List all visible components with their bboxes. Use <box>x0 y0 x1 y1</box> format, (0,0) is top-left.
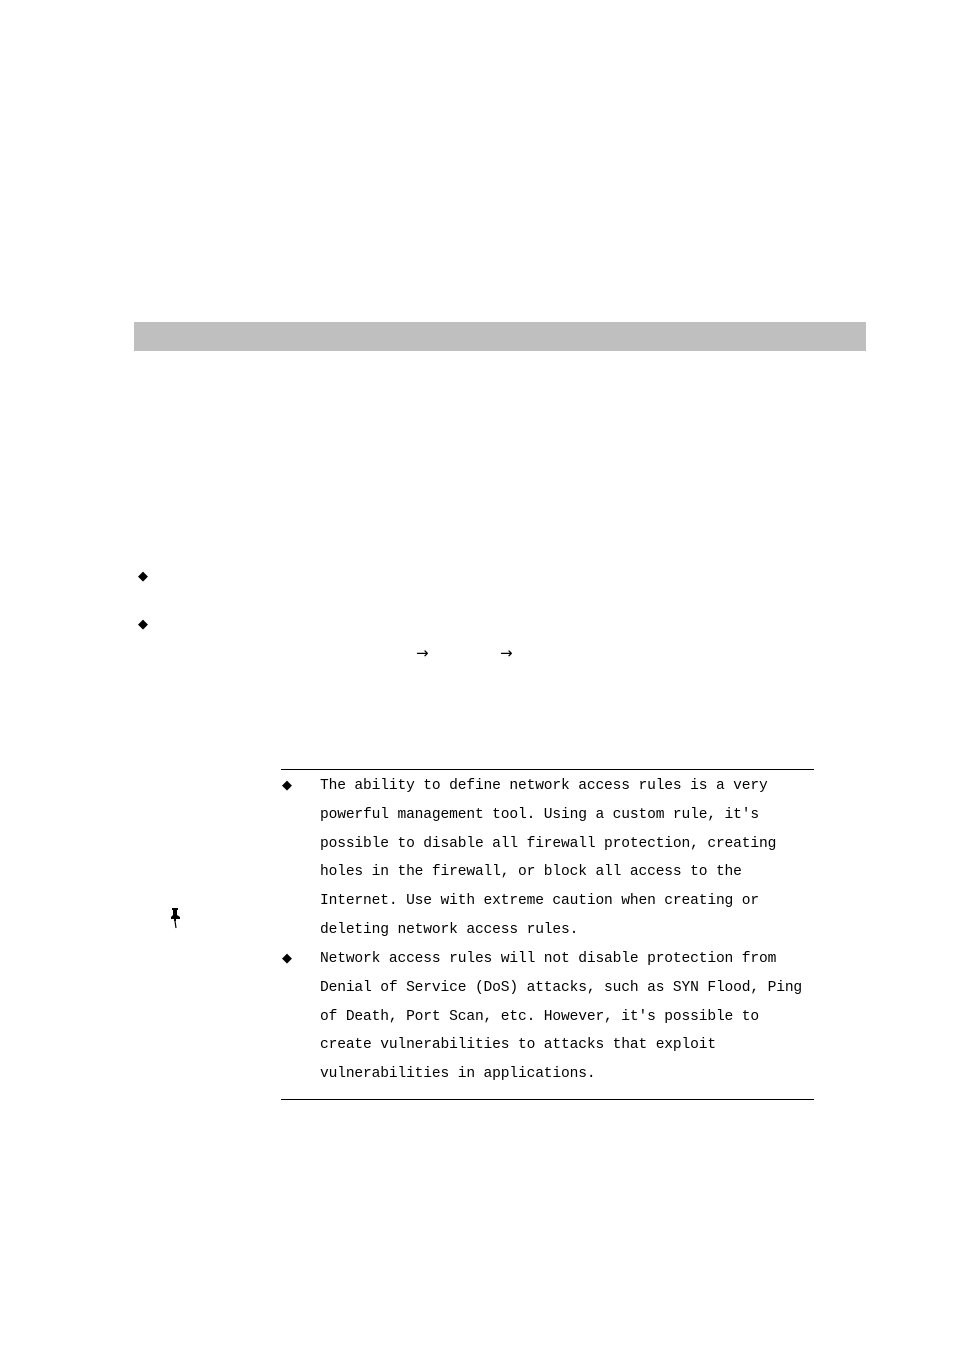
note-item-bullet-icon: ◆ <box>282 951 292 966</box>
diamond-bullet-icon: ◆ <box>138 569 148 584</box>
pushpin-icon <box>168 905 184 929</box>
note-top-rule <box>281 769 814 770</box>
note-item-text: The ability to define network access rules is a very powerful management tool. Using a custom rule, it's possible to disable all firewall protection, creating holes in the firewall, or block all access to the Internet. Use with extreme caution when creating or deleting network access rules. <box>320 778 777 938</box>
right-arrow-icon: → <box>416 644 429 662</box>
right-arrow-icon: → <box>500 644 513 662</box>
note-item-bullet-icon: ◆ <box>282 778 292 793</box>
diamond-bullet-icon: ◆ <box>138 617 148 632</box>
note-item-text: Network access rules will not disable protection from Denial of Service (DoS) attacks, such as SYN Flood, Ping of Death, Port Scan, etc. However, it's possible to create vulnerabilities to attacks that exploit vulnerabilities in applications. <box>320 951 803 1083</box>
note-bottom-rule <box>281 1099 814 1100</box>
section-header-bar <box>134 322 866 351</box>
